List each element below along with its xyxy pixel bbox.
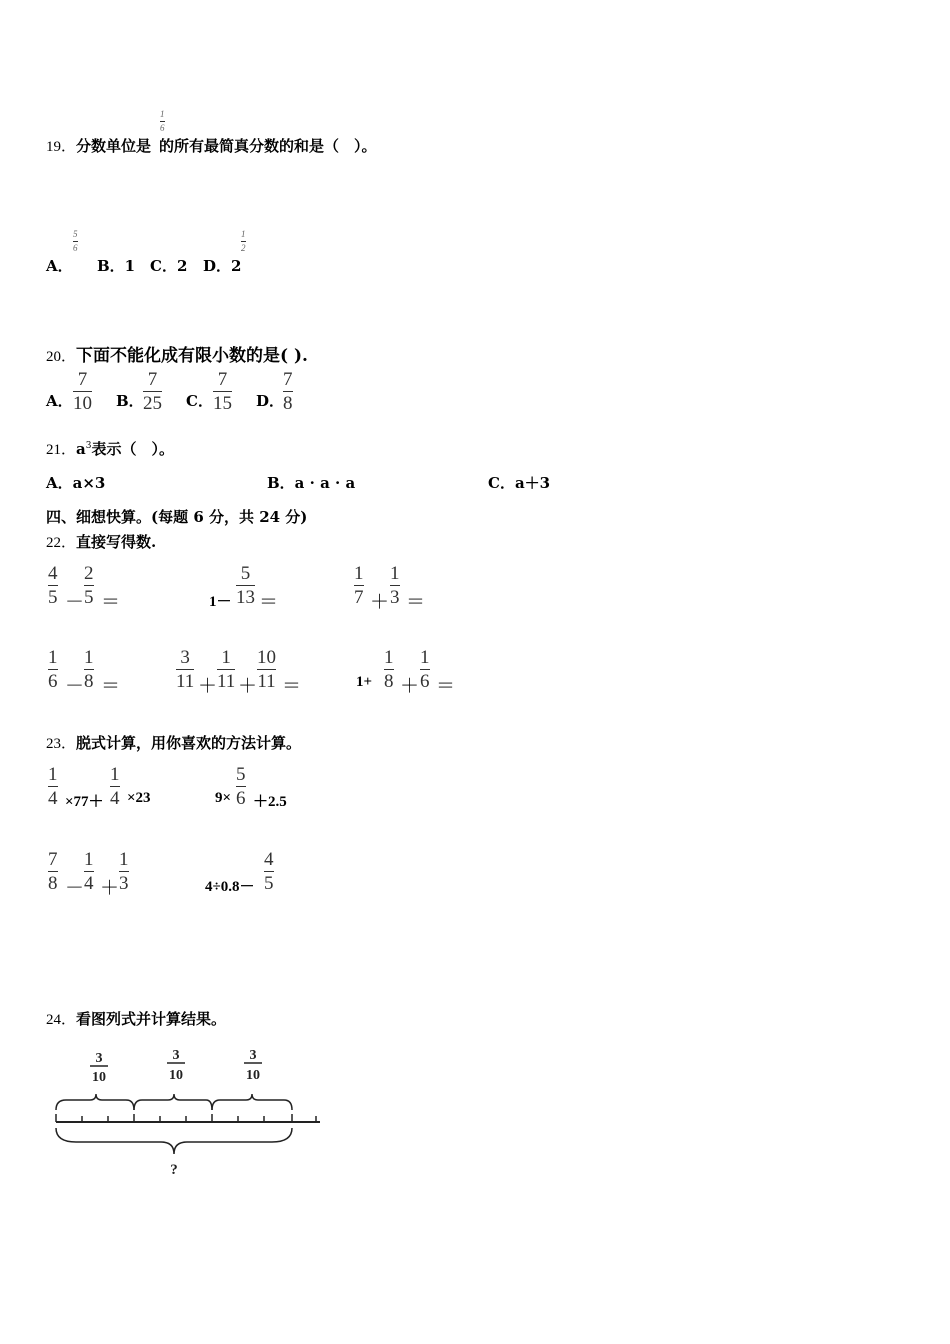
q19-option-a: A． [46,257,73,275]
q22-e6-plus: ＋ [400,676,420,697]
q20-option-b-fraction: 7 25 [143,369,162,414]
q19-option-d-fraction: 1 2 [241,229,246,253]
q19-option-d: D．2 [203,257,242,275]
q20-option-a-fraction: 7 10 [73,369,92,414]
q22-e5-frac2: 1 11 [217,647,236,692]
q21-option-b: B．a · a · a [267,474,356,492]
q19-option-c: C．2 [150,257,188,275]
q19-text-before: 分数单位是 [76,137,152,155]
q23-number: 23． [46,736,77,752]
label3-d: 10 [246,1068,260,1083]
q20-number: 20． [46,349,77,365]
q22-e5-frac1: 3 11 [176,647,195,692]
q23-e4-pre: 4÷0.8－ [205,879,255,895]
q20-option-c-label: C． [186,392,213,410]
q24-line [46,1008,226,1029]
q23-e3-plus: ＋ [100,878,120,899]
q23-e1-frac2: 1 4 [110,764,120,809]
q19-text-after: 的所有最简真分数的和是（ ）。 [159,137,377,155]
q22-e4-frac1: 1 6 [48,647,58,692]
q23-e3-frac1: 7 8 [48,849,58,894]
q23-e2-end: ＋2.5 [253,794,287,810]
q22-e4-equals: ＝ [101,676,121,697]
q23-e3-frac2: 1 4 [84,849,94,894]
label1-n: 3 [95,1051,103,1066]
q23-e1-frac1: 1 4 [48,764,58,809]
q20-line [46,341,308,366]
q22-e3-plus: ＋ [370,592,390,613]
q22-e6-prefix: 1+ [356,674,373,690]
q23-e3-minus: － [65,878,85,899]
q19-option-a-fraction: 5 6 [73,229,78,253]
q22-e1-frac1: 4 5 [48,563,58,608]
q22-text: 直接写得数. [76,533,157,551]
q22-e6-equals: ＝ [436,676,456,697]
q24-diagram [46,1042,326,1182]
q21-number: 21． [46,442,77,458]
q23-text: 脱式计算，用你喜欢的方法计算。 [76,734,302,752]
q22-line [46,531,156,552]
q19-number: 19． [46,139,77,155]
q22-e4-frac2: 1 8 [84,647,94,692]
q22-e6-frac2: 1 6 [420,647,430,692]
q20-option-d-label: D． [256,392,285,410]
q20-option-a-label: A． [46,392,73,410]
label3-n: 3 [249,1048,257,1063]
q23-e2-frac: 5 6 [236,764,246,809]
q23-e1-end: ×23 [127,790,151,806]
q20-option-b-label: B． [116,392,144,410]
question-mark: ? [170,1162,178,1178]
q22-e1-minus: － [65,592,85,613]
q22-e4-minus: － [65,676,85,697]
q21-option-a: A．a×3 [46,474,106,492]
q22-e6-frac1: 1 8 [384,647,394,692]
number-line-diagram [46,1042,326,1182]
q21-line: 21．$a^3$表示（ ）。 [46,440,174,458]
label2-n: 3 [172,1048,180,1063]
q21-option-c: C．a＋3 [488,474,551,492]
q22-e1-frac2: 2 5 [84,563,94,608]
q20-option-c-fraction: 7 15 [213,369,232,414]
q19-unit-fraction: 1 6 [160,109,165,133]
q22-e5-frac3: 10 11 [257,647,276,692]
q23-e3-frac3: 1 3 [119,849,129,894]
q22-e2-frac: 5 13 [236,563,255,608]
q21-text: 表示（ ）。 [91,440,174,458]
label2-d: 10 [169,1068,183,1083]
q22-e1-equals: ＝ [101,592,121,613]
q23-line [46,732,301,753]
q22-e5-plus2: ＋ [238,676,258,697]
q22-e3-frac2: 1 3 [390,563,400,608]
q20-text: 下面不能化成有限小数的是( ). [76,346,308,366]
q22-number: 22． [46,535,77,551]
section4-title: 四、细想快算。(每题 6 分，共 24 分) [46,508,308,526]
q19-option-b: B．1 [97,257,136,275]
q24-number: 24． [46,1012,77,1028]
q23-e4-frac: 4 5 [264,849,274,894]
q24-text: 看图列式并计算结果。 [76,1010,227,1028]
q20-option-d-fraction: 7 8 [283,369,293,414]
q22-e3-equals: ＝ [406,592,426,613]
q19-line [46,135,377,156]
q22-e5-equals: ＝ [282,676,302,697]
q22-e5-plus1: ＋ [198,676,218,697]
q22-e3-frac1: 1 7 [354,563,364,608]
q23-e2-pre: 9× [215,790,232,806]
q22-e2-equals: ＝ [259,592,279,613]
q23-e1-mid: ×77＋ [65,794,104,810]
label1-d: 10 [92,1070,106,1085]
q22-e2-prefix: 1－ [209,594,232,610]
